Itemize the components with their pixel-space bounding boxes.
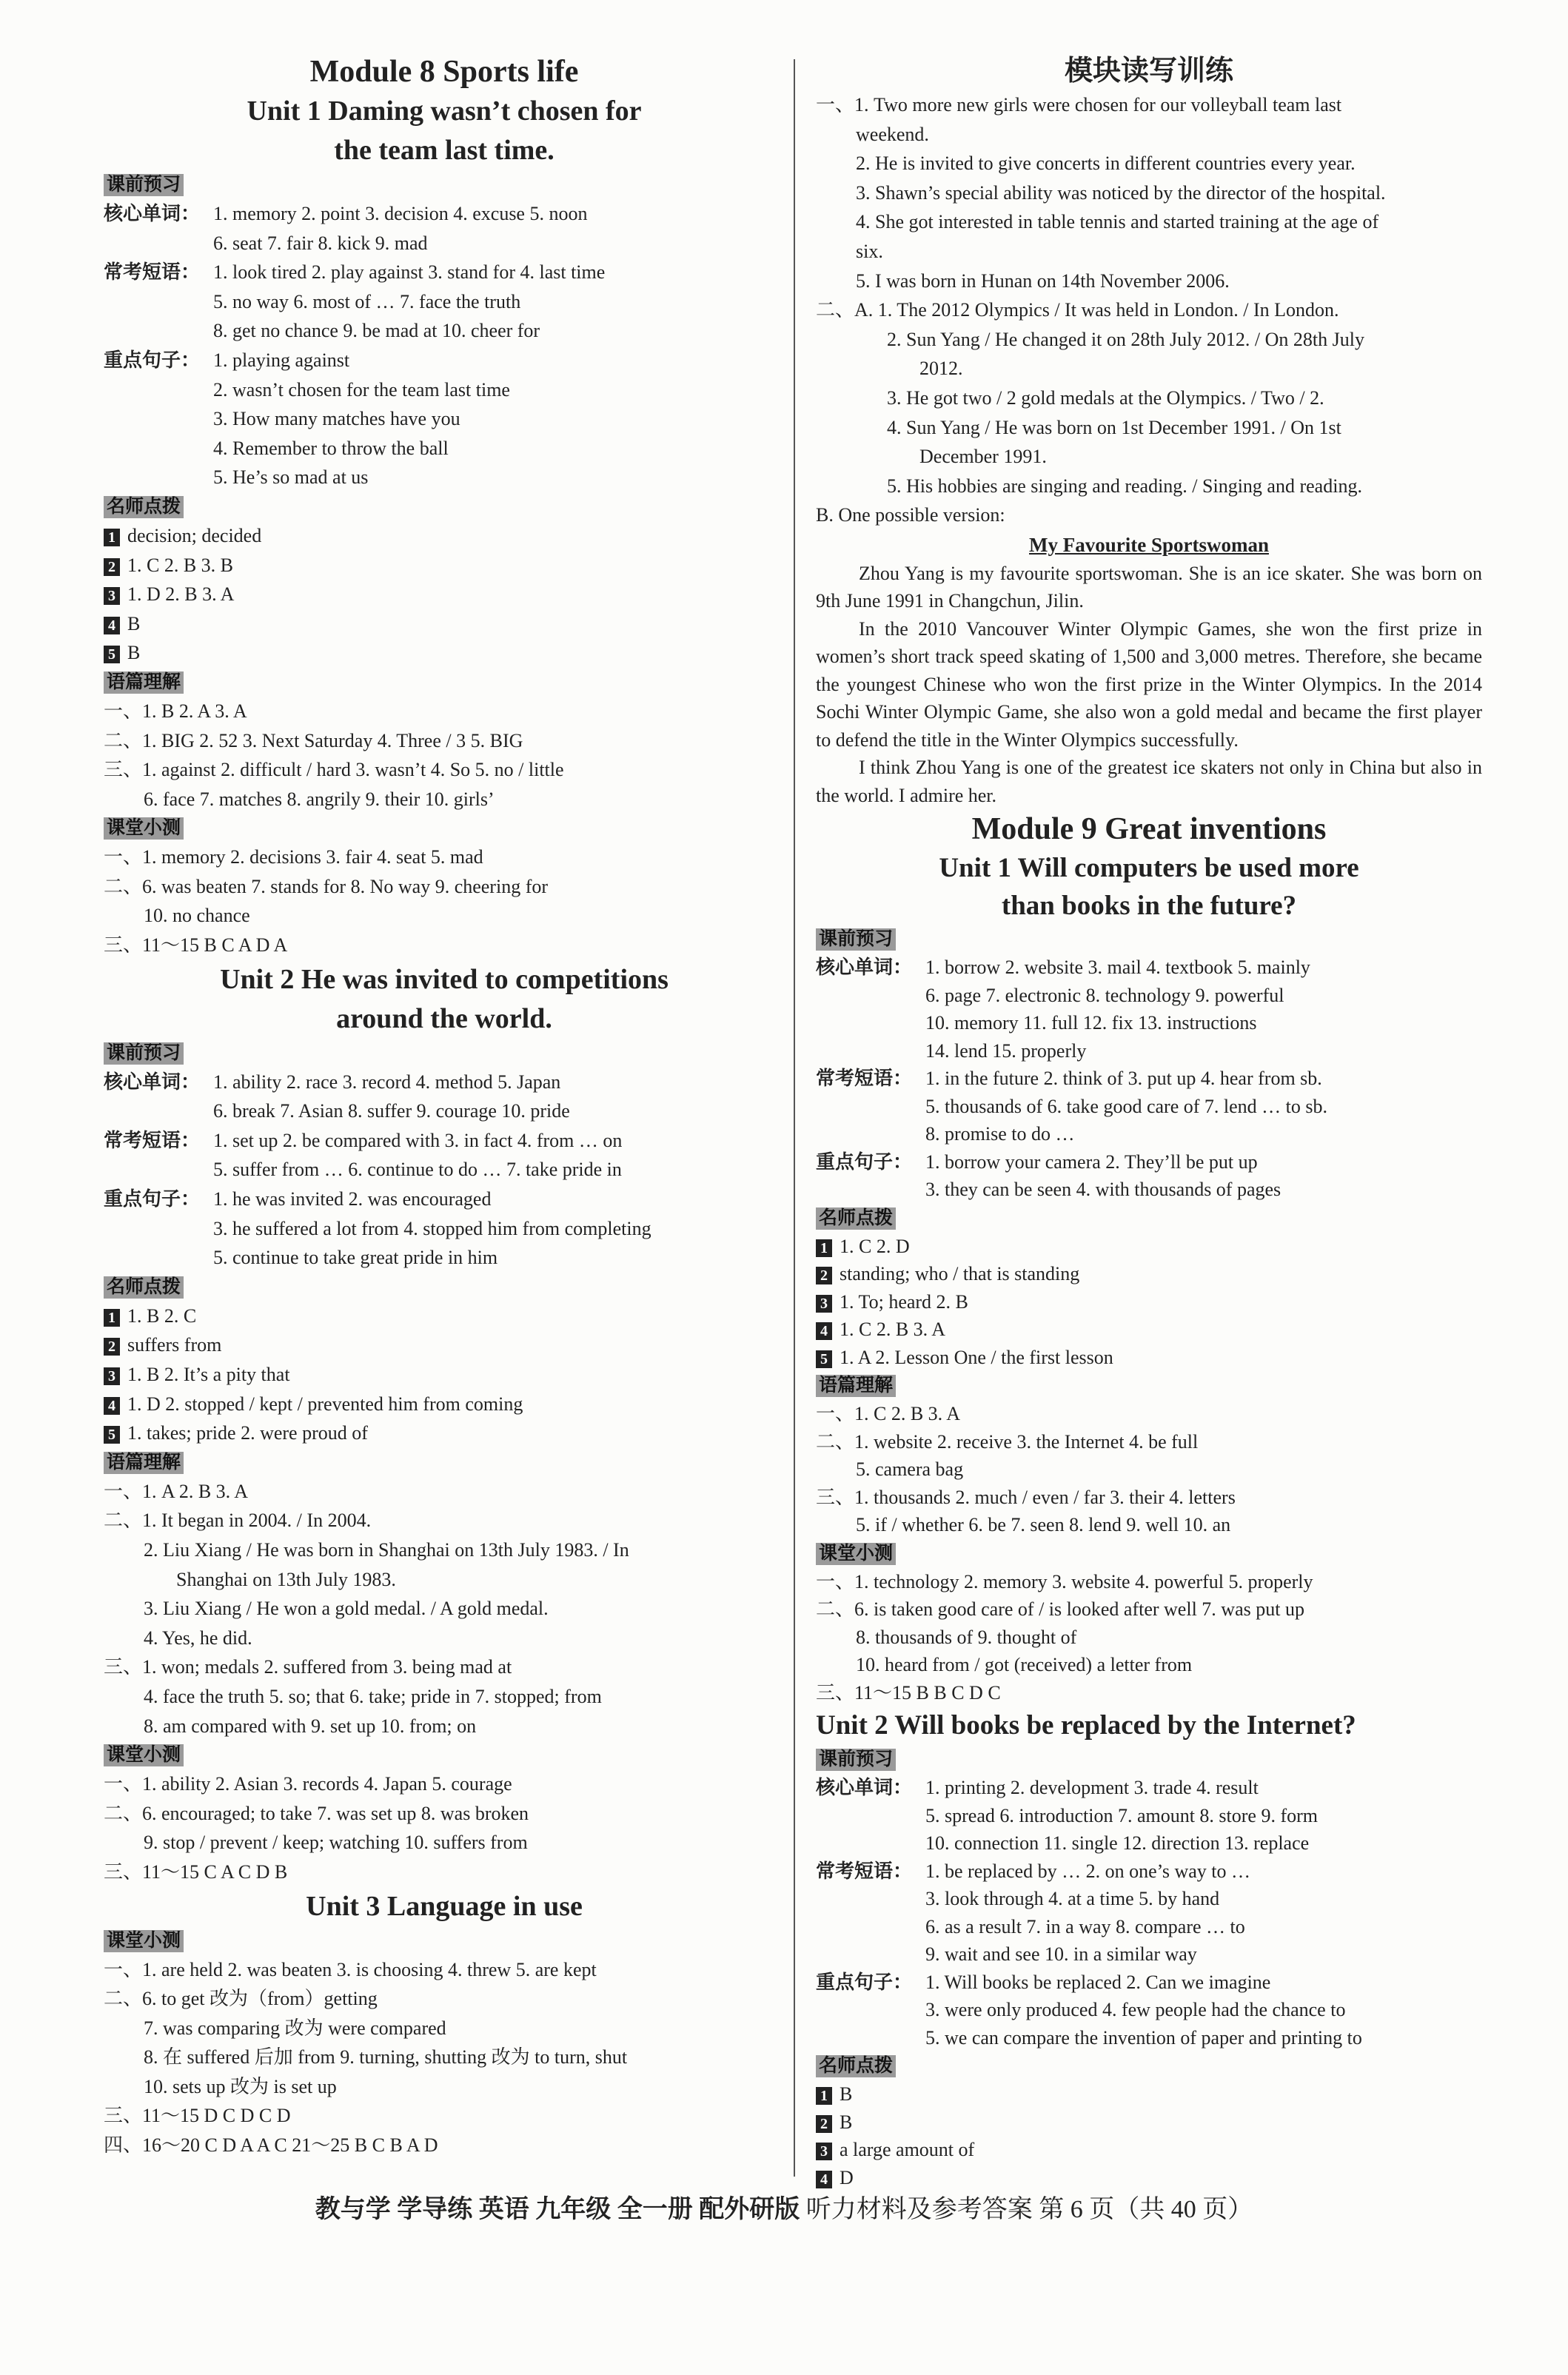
label-sentences: 重点句子： <box>104 1188 201 1210</box>
number-box: 1 <box>816 2087 832 2105</box>
answer-line: 二、6. encouraged; to take 7. was set up 8. was broken <box>104 1802 529 1824</box>
number-box: 3 <box>816 1295 832 1313</box>
label-core-words: 核心单词： <box>104 203 201 224</box>
answer-line: 核心单词： 1. printing 2. development 3. trade 4. result <box>816 1774 1482 1802</box>
answer-line: 5. camera bag <box>856 1458 964 1481</box>
answer-line: 4 B <box>104 609 785 639</box>
answer-line: 二、1. website 2. receive 3. the Internet 4. be full <box>816 1430 1199 1453</box>
answer-line: 常考短语： 1. in the future 2. think of 3. put up 4. hear from sb. <box>816 1065 1482 1093</box>
number-box: 2 <box>816 1267 832 1284</box>
label-core-words: 核心单词： <box>816 957 913 979</box>
section-tag-reading: 语篇理解 <box>104 1452 184 1474</box>
answer-line: 4. She got interested in table tennis and started training at the age of <box>856 211 1379 233</box>
section-tag-preview: 课前预习 <box>816 928 896 951</box>
answer-line: 核心单词： 1. memory 2. point 3. decision 4. excuse 5. noon <box>104 199 785 229</box>
answer-line: 4 1. C 2. B 3. A <box>816 1316 1482 1344</box>
answer-line: 一、1. memory 2. decisions 3. fair 4. seat 5. mad <box>104 846 483 868</box>
answer-line: 2012. <box>919 358 963 380</box>
answer-line: 5. no way 6. most of … 7. face the truth <box>213 290 521 312</box>
answer-line: 6. page 7. electronic 8. technology 9. powerful <box>925 984 1284 1006</box>
label-phrases: 常考短语： <box>816 1068 913 1090</box>
number-box: 4 <box>816 2171 832 2188</box>
answer-line: 三、1. thousands 2. much / even / far 3. their 4. letters <box>816 1486 1236 1508</box>
number-box: 4 <box>104 617 120 634</box>
number-box: 3 <box>104 587 120 605</box>
answer-line: 8. thousands of 9. thought of <box>856 1626 1077 1648</box>
answer-line: 4. Remember to throw the ball <box>213 437 449 459</box>
answer-line: 3. He got two / 2 gold medals at the Olympics. / Two / 2. <box>887 386 1324 409</box>
m9-unit2-title: Unit 2 Will books be replaced by the Internet? <box>816 1710 1356 1741</box>
footer-page-info: 听力材料及参考答案 第 6 页（共 40 页） <box>805 2196 1253 2223</box>
answer-line: 一、1. Two more new girls were chosen for our volleyball team last <box>816 94 1342 115</box>
answer-line: 三、11～15 B C A D A <box>104 934 288 957</box>
section-tag-quiz: 课堂小测 <box>104 817 184 840</box>
answer-line: 3. he suffered a lot from 4. stopped him from completing <box>213 1217 651 1239</box>
answer-line: 核心单词： 1. borrow 2. website 3. mail 4. textbook 5. mainly <box>816 954 1482 982</box>
module-9-title: Module 9 Great inventions <box>971 812 1327 847</box>
answer-line: 三、11～15 C A C D B <box>104 1860 288 1883</box>
number-box: 4 <box>104 1397 120 1415</box>
answer-line: Shanghai on 13th July 1983. <box>176 1568 396 1590</box>
column-divider <box>794 59 795 2177</box>
number-box: 4 <box>816 1322 832 1340</box>
answer-line: 常考短语： 1. look tired 2. play against 3. stand for 4. last time <box>104 258 785 287</box>
answer-line: 3. How many matches have you <box>213 408 460 430</box>
answer-line: 一、1. technology 2. memory 3. website 4. powerful 5. properly <box>816 1570 1313 1592</box>
section-tag-quiz: 课堂小测 <box>104 1930 184 1952</box>
answer-line: 5 1. A 2. Lesson One / the first lesson <box>816 1344 1482 1372</box>
m8-unit3-title: Unit 3 Language in use <box>306 1890 583 1922</box>
number-box: 3 <box>104 1367 120 1385</box>
answer-line: 1 1. C 2. D <box>816 1233 1482 1261</box>
answer-line: 2. Sun Yang / He changed it on 28th July 2012. / On 28th July <box>887 328 1364 350</box>
reading-writing-title: 模块读写训练 <box>1064 56 1233 87</box>
answer-line: 3 1. B 2. It’s a pity that <box>104 1360 785 1390</box>
answer-line: 2 B <box>816 2108 1482 2137</box>
answer-line: 二、6. to get 改为（from）getting <box>104 1988 378 2010</box>
answer-line: 3 1. D 2. B 3. A <box>104 580 785 609</box>
answer-line: 3. were only produced 4. few people had the chance to <box>925 1999 1346 2021</box>
section-tag-tips: 名师点拨 <box>104 1276 184 1299</box>
answer-line: 1 decision; decided <box>104 521 785 551</box>
answer-line: 2 1. C 2. B 3. B <box>104 551 785 580</box>
answer-line: weekend. <box>856 123 929 145</box>
number-box: 1 <box>104 529 120 546</box>
answer-line: 三、1. against 2. difficult / hard 3. wasn’t 4. So 5. no / little <box>104 759 564 781</box>
answer-line: 6. break 7. Asian 8. suffer 9. courage 10. pride <box>213 1100 570 1122</box>
answer-line: 常考短语： 1. set up 2. be compared with 3. in fact 4. from … on <box>104 1126 785 1156</box>
answer-line: 核心单词： 1. ability 2. race 3. record 4. method 5. Japan <box>104 1068 785 1097</box>
answer-line: 8. get no chance 9. be mad at 10. cheer for <box>213 320 540 342</box>
answer-line: 6. seat 7. fair 8. kick 9. mad <box>213 232 428 254</box>
essay-title: My Favourite Sportswoman <box>1029 533 1269 556</box>
section-tag-reading: 语篇理解 <box>104 671 184 694</box>
answer-line: 8. am compared with 9. set up 10. from; on <box>144 1715 477 1737</box>
answer-line: 10. heard from / got (received) a letter from <box>856 1654 1193 1676</box>
answer-line: 三、11～15 B B C D C <box>816 1681 1001 1704</box>
answer-line: 重点句子： 1. playing against <box>104 346 785 375</box>
answer-line: 3 1. To; heard 2. B <box>816 1288 1482 1316</box>
answer-line: 一、1. are held 2. was beaten 3. is choosing 4. threw 5. are kept <box>104 1958 597 1980</box>
answer-line: 5. spread 6. introduction 7. amount 8. store 9. form <box>925 1804 1319 1826</box>
answer-line: 10. sets up 改为 is set up <box>144 2075 337 2097</box>
answer-line: 2 standing; who / that is standing <box>816 1260 1482 1288</box>
answer-line: 8. promise to do … <box>925 1123 1075 1145</box>
answer-line: 二、6. was beaten 7. stands for 8. No way 9. cheering for <box>104 875 549 897</box>
answer-line: 重点句子： 1. borrow your camera 2. They’ll be put up <box>816 1148 1482 1176</box>
answer-line: 二、6. is taken good care of / is looked after well 7. was put up <box>816 1598 1304 1621</box>
number-box: 1 <box>816 1239 832 1257</box>
m9-unit1-title: Unit 1 Will computers be used more than books in the future? <box>939 853 1359 922</box>
answer-line: 4. Yes, he did. <box>144 1627 252 1649</box>
answer-line: 一、1. ability 2. Asian 3. records 4. Japan 5. courage <box>104 1773 512 1795</box>
answer-line: 一、1. B 2. A 3. A <box>104 700 247 722</box>
label-sentences: 重点句子： <box>816 1150 913 1173</box>
answer-line: 4 D <box>816 2164 1482 2192</box>
answer-line: 1 B <box>816 2080 1482 2108</box>
label-core-words: 核心单词： <box>816 1777 913 1799</box>
label-phrases: 常考短语： <box>104 1129 201 1151</box>
answer-line: 10. memory 11. full 12. fix 13. instructions <box>925 1012 1257 1034</box>
answer-line: 5. thousands of 6. take good care of 7. lend … to sb. <box>925 1095 1328 1117</box>
answer-line: 常考短语： 1. be replaced by … 2. on one’s way to … <box>816 1858 1482 1886</box>
answer-line: 2. He is invited to give concerts in different countries every year. <box>856 153 1356 175</box>
essay-paragraph: Zhou Yang is my favourite sportswoman. She is an ice skater. She was born on 9th June 1991 in Changchun, Jilin. <box>816 562 1482 612</box>
answer-line: 一、1. C 2. B 3. A <box>816 1403 961 1425</box>
answer-line: 8. 在 suffered 后加 from 9. turning, shutting 改为 to turn, shut <box>144 2046 628 2069</box>
label-phrases: 常考短语： <box>104 261 201 284</box>
answer-line: 3. Liu Xiang / He won a gold medal. / A gold medal. <box>144 1598 549 1620</box>
section-tag-preview: 课前预习 <box>816 1749 896 1771</box>
answer-line: 4. face the truth 5. so; that 6. take; pride in 7. stopped; from <box>144 1685 602 1707</box>
answer-line: six. <box>856 240 883 262</box>
footer-book-title: 教与学 学导练 英语 九年级 全一册 配外研版 <box>315 2196 800 2223</box>
answer-line: B. One possible version: <box>816 504 1005 526</box>
section-tag-preview: 课前预习 <box>104 1042 184 1065</box>
number-box: 5 <box>104 1426 120 1444</box>
answer-line: 二、1. BIG 2. 52 3. Next Saturday 4. Three / 3 5. BIG <box>104 729 523 751</box>
answer-line: 6. face 7. matches 8. angrily 9. their 10. girls’ <box>144 788 495 810</box>
answer-line: 3. Shawn’s special ability was noticed by the director of the hospital. <box>856 181 1386 204</box>
section-tag-tips: 名师点拨 <box>104 496 184 518</box>
answer-line: 5. we can compare the invention of paper and printing to <box>925 2026 1362 2049</box>
number-box: 2 <box>104 558 120 576</box>
answer-line: 四、16～20 C D A A C 21～25 B C B A D <box>104 2134 438 2157</box>
answer-line: 5. I was born in Hunan on 14th November 2006. <box>856 269 1230 292</box>
page-footer <box>0 2188 1568 2225</box>
answer-line: December 1991. <box>919 446 1047 468</box>
essay-paragraph: In the 2010 Vancouver Winter Olympic Games, she won the first prize in women’s short track speed skating of 1,500 and 3,000 metres. Therefore, she became the youngest Chinese who won the first prize in the Winter Olympics. In the 2014 Sochi Winter Olympic Game, she also won a gold medal and became the first player to defend the title in the Winter Olympics successfully. <box>816 617 1482 751</box>
answer-line: 2. Liu Xiang / He was born in Shanghai on 13th July 1983. / In <box>144 1538 629 1561</box>
answer-line: 3. they can be seen 4. with thousands of pages <box>925 1179 1281 1201</box>
number-box: 5 <box>104 646 120 663</box>
right-column <box>816 52 1482 2191</box>
module-8-title: Module 8 Sports life <box>309 55 579 89</box>
label-core-words: 核心单词： <box>104 1071 201 1093</box>
answer-line: 5. suffer from … 6. continue to do … 7. take pride in <box>213 1159 622 1181</box>
answer-line: 三、1. won; medals 2. suffered from 3. being mad at <box>104 1656 512 1678</box>
section-tag-quiz: 课堂小测 <box>104 1744 184 1766</box>
label-sentences: 重点句子： <box>104 349 201 371</box>
answer-line: 3 a large amount of <box>816 2136 1482 2164</box>
number-box: 2 <box>104 1338 120 1356</box>
answer-line: 9. wait and see 10. in a similar way <box>925 1943 1197 1966</box>
number-box: 3 <box>816 2143 832 2160</box>
answer-line: 5. continue to take great pride in him <box>213 1247 498 1269</box>
answer-line: 重点句子： 1. he was invited 2. was encouraged <box>104 1185 785 1214</box>
answer-line: 3. look through 4. at a time 5. by hand <box>925 1888 1220 1910</box>
answer-line: 一、1. A 2. B 3. A <box>104 1480 249 1502</box>
answer-line: 6. as a result 7. in a way 8. compare … to <box>925 1915 1245 1937</box>
label-sentences: 重点句子： <box>816 1971 913 1993</box>
number-box: 5 <box>816 1350 832 1368</box>
m8-unit1-title: Unit 1 Daming wasn’t chosen for the team last time. <box>247 96 642 166</box>
answer-line: 4 1. D 2. stopped / kept / prevented him from coming <box>104 1390 785 1419</box>
answer-line: 重点句子： 1. Will books be replaced 2. Can we imagine <box>816 1969 1482 1997</box>
section-tag-preview: 课前预习 <box>104 174 184 196</box>
answer-line: 三、11～15 D C D C D <box>104 2105 291 2127</box>
essay-paragraph: I think Zhou Yang is one of the greatest ice skaters not only in China but also in the world. I admire her. <box>816 757 1482 806</box>
answer-line: 1 1. B 2. C <box>104 1302 785 1331</box>
answer-line: 5. His hobbies are singing and reading. / Singing and reading. <box>887 475 1362 497</box>
answer-line: 5 B <box>104 638 785 668</box>
answer-line: 5. if / whether 6. be 7. seen 8. lend 9. well 10. an <box>856 1514 1231 1536</box>
section-tag-quiz: 课堂小测 <box>816 1543 896 1565</box>
answer-line: 5. He’s so mad at us <box>213 466 369 489</box>
section-tag-tips: 名师点拨 <box>816 1207 896 1230</box>
number-box: 2 <box>816 2115 832 2133</box>
section-tag-tips: 名师点拨 <box>816 2055 896 2077</box>
answer-line: 4. Sun Yang / He was born on 1st December 1991. / On 1st <box>887 416 1341 438</box>
left-column <box>104 52 785 2160</box>
answer-line: 10. connection 11. single 12. direction 13. replace <box>925 1832 1310 1855</box>
answer-line: 2 suffers from <box>104 1330 785 1360</box>
answer-line: 9. stop / prevent / keep; watching 10. suffers from <box>144 1832 528 1854</box>
label-phrases: 常考短语： <box>816 1860 913 1882</box>
section-tag-reading: 语篇理解 <box>816 1375 896 1397</box>
answer-line: 5 1. takes; pride 2. were proud of <box>104 1418 785 1448</box>
m8-unit2-title: Unit 2 He was invited to competitions around the world. <box>220 963 669 1034</box>
answer-line: 14. lend 15. properly <box>925 1039 1087 1062</box>
answer-line: 2. wasn’t chosen for the team last time <box>213 378 510 401</box>
answer-line: 二、1. It began in 2004. / In 2004. <box>104 1510 372 1532</box>
answer-line: 二、A. 1. The 2012 Olympics / It was held in London. / In London. <box>816 299 1339 321</box>
answer-line: 7. was comparing 改为 were compared <box>144 2017 446 2039</box>
answer-line: 10. no chance <box>144 905 250 927</box>
number-box: 1 <box>104 1309 120 1327</box>
